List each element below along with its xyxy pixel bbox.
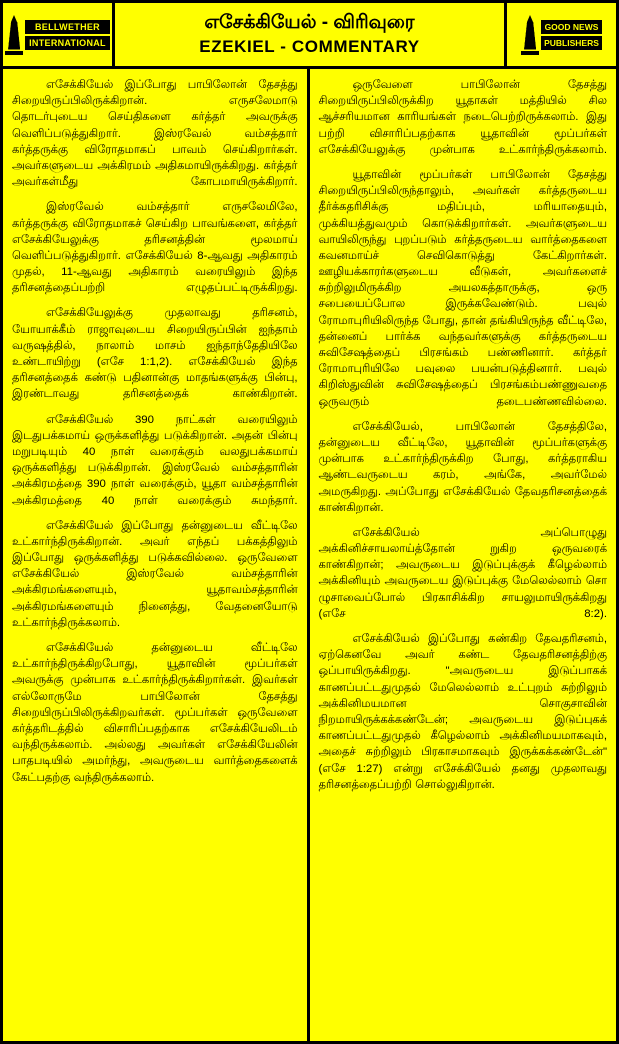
paragraph: எசேக்கியேல் அப்பொழுது அக்கினிச்சாயலாய்த்தோன் றுகிற ஒருவரைக் காண்கிறான்; அவருடைய இடுப்புக்குக் கீழெல்லாம் அக்கினியும் அவருடைய இடுப்புக்கு மேலெல்லாம் சொ ழுசாவைப்போல் பிரகாசிக்கிற சாயலுமாயிருக்கிறது (எசே 8:2).	[318, 526, 607, 620]
bellwether-logo	[3, 3, 115, 66]
paragraph: இஸ்ரவேல் வம்சத்தார் எருசலேமிலே, கர்த்தருக்கு விரோதமாகச் செய்கிற பாவங்களை, கர்த்தர் எசேக்கியேலுக்கு தரிசனத்தின் மூலமாய் வெளிப்படுத்துகிறார். எசேக்கியேல் 8-ஆவது அதிகாரம் முதல், 11-ஆவது அதிகாரம் வரையிலும் இந்த தரிசனத்தைப்பற்றி எழுதப்பட்டிருக்கிறது.	[12, 201, 298, 295]
publisher-logo-inner	[509, 15, 614, 55]
left-column	[3, 69, 310, 1041]
paragraph: ஒருவேளை பாபிலோன் தேசத்து சிறையிருப்பிலிருக்கிற யூதாகள் மத்தியில் சில ஆச்சரியமான காரியங்கள் நடைபெற்றிருக்கலாம். இது பற்றி விசாரிப்பதற்காக யூதாவின் மூப்பர்கள் எசேக்கியேலுக்கு முன்பாக உட்கார்ந்திருக்கலாம்.	[318, 79, 607, 156]
publisher-logo	[504, 3, 616, 66]
paragraph: எசேக்கியேல் இப்போது தன்னுடைய வீட்டிலே உட்கார்ந்திருக்கிறான். அவர் எந்தப் பக்கத்திலும் இப்போது ஒருக்களித்து படுக்கவில்லை. ஒருவேளை எசேக்கியேல் இஸ்ரவேல் வம்சத்தாரின் அக்கிரமங்களையும், யூதாவம்சத்தாரின் அக்கிரமங்களையும் நினைத்து, வேதனையோடு உட்கார்ந்திருக்கலாம்.	[12, 519, 298, 629]
title-english: EZEKIEL - COMMENTARY	[199, 37, 420, 57]
body-columns	[3, 69, 616, 1041]
paragraph: யூதாவின் மூப்பர்கள் பாபிலோன் தேசத்து சிறையிருப்பிலிருந்தாலும், அவர்கள் கர்த்தருடைய தீர்க்கதரிசிக்கு மதிப்பும், மரியாதையும், முக்கியத்துவமும் கொடுக்கிறார்கள். அவர்களுடைய வாயிலிருந்து புறப்படும் கர்த்தருடைய வார்த்தைகளை கவனமாய்ச் செவிகொடுத்து கேட்கிறார்கள். ஊழியக்காரர்களுடைய வீடுகள், அவர்களைச் சுற்றிலுமிருக்கிற அயலகத்தாருக்கு, ஒரு சபையைப்போல இருக்கவேண்டும். பவுல் ரோமாபுரியிலிருந்த போது, தான் தங்கியிருந்த வீட்டிலே, தன்னைப் பார்க்க வந்தவர்களுக்கு கர்த்தருடைய சுவிசேஷத்தைப் பிரசங்கம் பண்ணினார். கர்த்தர் ரோமாபுரியிலே பவுலை பயன்படுத்தினார். பவுல் கிறிஸ்துவின் சுவிசேஷத்தைப் பிரசங்கம்பண்ணுவதை ஒருவரும் தடைபண்ணவில்லை.	[318, 168, 607, 408]
bellwether-line1: BELLWETHER	[25, 20, 110, 34]
paragraph: எசேக்கியேலுக்கு முதலாவது தரிசனம், யோயாக்கீம் ராஜாவுடைய சிறையிருப்பின் ஐந்தாம் வருஷத்தில், நாலாம் மாசம் ஐந்தாந்தேதியிலே உண்டாயிற்று (எசே 1:1,2). எசேக்கியேல் இந்த தரிசனத்தைக் கண்டு பதினான்கு மாதங்களுக்கு பின்பு, இரண்டாவது தரிசனத்தைக் காண்கிறான்.	[12, 307, 298, 401]
publisher-line2: PUBLISHERS	[541, 36, 602, 50]
page-header	[3, 3, 616, 69]
title-tamil: எசேக்கியேல் - விரிவுரை	[204, 11, 415, 33]
publisher-line1: GOOD NEWS	[541, 20, 602, 34]
bellwether-logo-text	[25, 20, 110, 50]
bellwether-logo-inner	[5, 15, 110, 55]
paragraph: எசேக்கியேல் 390 நாட்கள் வரையிலும் இடதுபக்கமாய் ஒருக்களித்து படுக்கிறான். அதன் பின்பு மறுபடியும் 40 நாள் வரைக்கும் வலதுபக்கமாய் ஒருக்களித்து படுக்கிறான். இஸ்ரவேல் வம்சத்தாரின் அக்கிரமத்தை 390 நாள் வரைக்கும், யூதா வம்சத்தாரின் அக்கிரமத்தை 40 நாள் வரைக்கும் சுமந்தார்.	[12, 413, 298, 507]
right-column	[310, 69, 617, 1041]
paragraph: எசேக்கியேல், பாபிலோன் தேசத்திலே, தன்னுடைய வீட்டிலே, யூதாவின் மூப்பர்களுக்கு முன்பாக உட்கார்ந்திருக்கிற போது, கர்த்தராகிய ஆண்டவருடைய கரம், அங்கே, அவர்மேல் அமருகிறது. அப்போது எசேக்கியேல் தேவதரிசனத்தைக் காண்கிறான்.	[318, 420, 607, 514]
paragraph: எசேக்கியேல் இப்போது பாபிலோன் தேசத்து சிறையிருப்பிலிருக்கிறான். எருசலேமாடு தொடர்புடைய செய்திகளை கர்த்தர் அவருக்கு வெளிப்படுத்துகிறார். இஸ்ரவேல் வம்சத்தார் கர்த்தருக்கு விரோதமாகப் பாவம் செய்கிறார்கள். அவர்களுடைய அக்கிரமம் அதிகமாயிருக்கிறது. கர்த்தர் அவர்கள்மீது கோபமாயிருக்கிறார்.	[12, 79, 298, 189]
bellwether-line2: INTERNATIONAL	[25, 36, 110, 50]
page-title	[115, 3, 504, 66]
publisher-logo-text	[541, 20, 602, 50]
lighthouse-icon	[5, 15, 23, 55]
paragraph: எசேக்கியேல் தன்னுடைய வீட்டிலே உட்கார்ந்திருக்கிறபோது, யூதாவின் மூப்பர்கள் அவருக்கு முன்பாக உட்கார்ந்திருக்கிறார்கள். இவர்கள் எல்லோருமே பாபிலோன் தேசத்து சிறையிருப்பிலிருக்கிறவர்கள். மூப்பர்கள் ஒருவேளை கர்த்தரிடத்தில் விசாரிப்பதற்காக எசேக்கியேலிடம் வந்திருக்கலாம். அல்லது அவர்கள் எசேக்கியேலின் பாதபடியில் அமர்ந்து, அவருடைய வார்த்தைகளைக் கேட்பதற்கு வந்திருக்கலாம்.	[12, 642, 298, 784]
paragraph: எசேக்கியேல் இப்போது கண்கிற தேவதரிசனம், ஏற்கெனவே அவர் கண்ட தேவதரிசனத்திற்கு ஒப்பாயிருக்கிறது. "அவருடைய இடுப்பாகக் காணப்பட்டதுமுதல் மேலெல்லாம் உட்புறம் சுற்றிலும் அக்கினிமயமான சொகுசாவின் நிறமாயிருக்கக்கண்டேன்; அவருடைய இடுப்புகக் காணப்பட்டதுமுதல் கீழெல்லாம் அக்கினிமயமாகவும், அதைச் சுற்றிலும் பிரகாசமாகவும் இருக்கக்கண்டேன்" (எசே 1:27) என்று எசேக்கியேல் தனது முதலாவது தரிசனத்தைப்பற்றி சொல்லுகிறான்.	[318, 633, 607, 791]
lighthouse-icon	[521, 15, 539, 55]
